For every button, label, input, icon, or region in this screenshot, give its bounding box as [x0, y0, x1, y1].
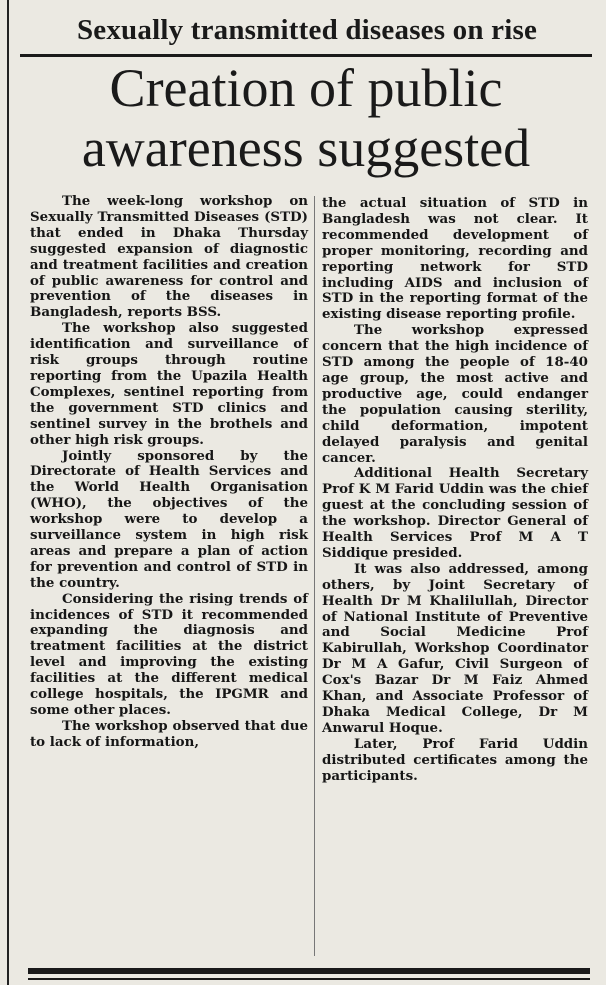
- main-headline: [18, 58, 594, 178]
- article-column-left: [30, 194, 308, 751]
- article-column-right: [322, 196, 588, 785]
- paragraph: The workshop observed that due to lack of information,: [30, 717, 308, 750]
- kicker-headline: Sexually transmitted diseases on rise: [76, 14, 538, 46]
- paragraph: The workshop expressed concern that the high incidence of STD among the people of 18-40 age group, the most active and productive age, could endanger the population causing sterility, child deformation, impotent delayed paralysis and genital cancer.: [322, 322, 588, 466]
- paragraph: It was also addressed, among others, by Joint Secretary of Health Dr M Khalilullah, Director of National Institute of Preventive and Social Medicine Prof Kabirullah, Workshop Coordinator Dr M A Gafur, Civil Surgeon of Cox's Bazar Dr M Faiz Ahmed Khan, and Associate Professor of Dhaka Medical College, Dr M Anwarul Hoque.: [322, 560, 588, 736]
- headline-line-1: Creation of public: [109, 58, 503, 118]
- column-divider: [314, 196, 315, 956]
- bottom-divider: [28, 968, 590, 974]
- headline-line-2: awareness suggested: [81, 118, 531, 178]
- paragraph: The workshop also suggested identification and surveillance of risk groups through routine reporting from the Upazila Health Complexes, sentinel reporting from the government STD clinics and sentinel survey in the brothels and other high risk groups.: [30, 320, 308, 448]
- paragraph: Later, Prof Farid Uddin distributed certificates among the participants.: [322, 735, 588, 784]
- kicker-divider: [20, 54, 592, 57]
- paragraph: The week-long workshop on Sexually Transmitted Diseases (STD) that ended in Dhaka Thursday suggested expansion of diagnostic and treatment facilities and creation of public awareness for control and prevention of the diseases in Bangladesh, reports BSS.: [30, 193, 308, 321]
- clipping-edge-rule: [7, 0, 9, 985]
- paragraph: Considering the rising trends of incidences of STD it recommended expanding the diagnosis and treatment facilities at the district level and improving the existing facilities at the different medical college hospitals, the IPGMR and some other places.: [30, 590, 308, 718]
- bottom-divider-thin: [28, 978, 590, 980]
- paragraph-continued: the actual situation of STD in Bangladesh was not clear. It recommended development of proper monitoring, recording and reporting network for STD including AIDS and inclusion of STD in the reporting format of the existing disease reporting profile.: [322, 195, 588, 323]
- paragraph: Additional Health Secretary Prof K M Farid Uddin was the chief guest at the concluding session of the workshop. Director General of Health Services Prof M A T Siddique presided.: [322, 465, 588, 561]
- paragraph: Jointly sponsored by the Directorate of Health Services and the World Health Organisation (WHO), the objectives of the workshop were to develop a surveillance system in high risk areas and prepare a plan of action for prevention and control of STD in the country.: [30, 447, 308, 591]
